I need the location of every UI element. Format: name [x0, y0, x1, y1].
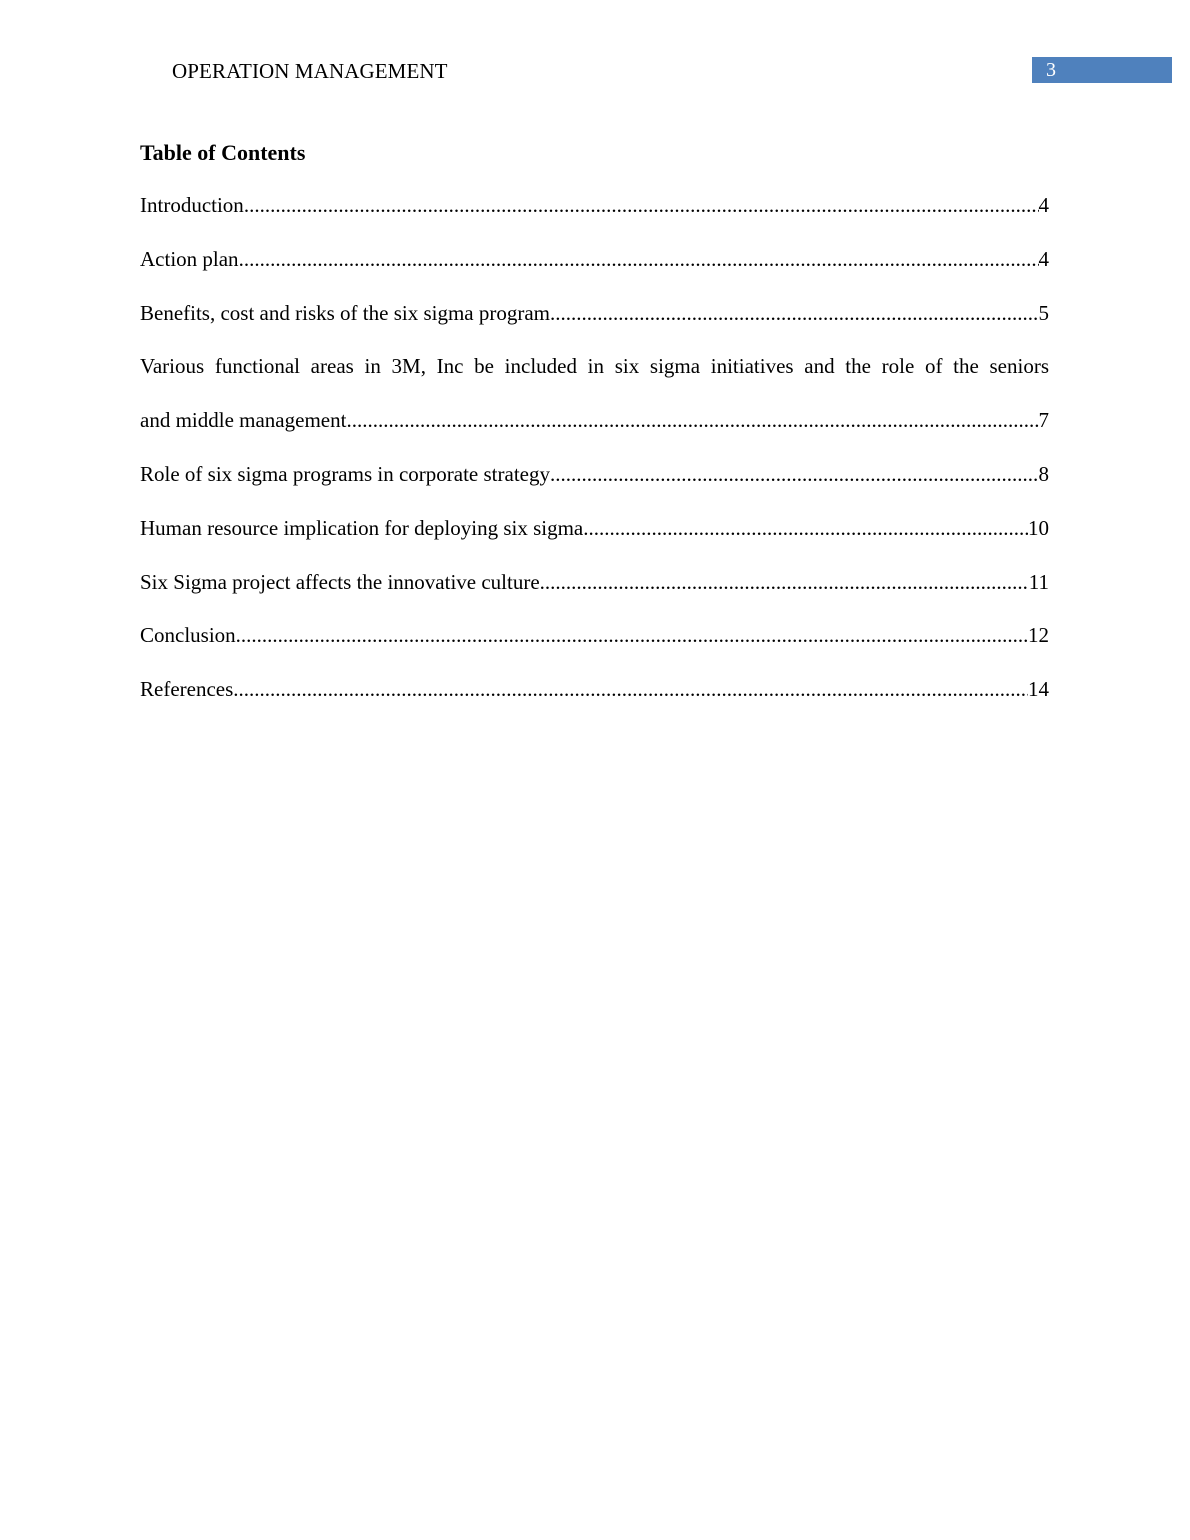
- toc-entry-title: Six Sigma project affects the innovative culture: [140, 569, 540, 594]
- toc-entry-action-plan[interactable]: [140, 244, 1049, 274]
- toc-dot-leader: [540, 567, 1029, 597]
- toc-dot-leader: [244, 190, 1039, 220]
- toc-dot-leader: [550, 459, 1039, 489]
- toc-entry-title: Introduction: [140, 193, 244, 217]
- toc-dot-leader: [550, 298, 1038, 328]
- toc-dot-leader: [239, 244, 1039, 274]
- toc-entry-page: 8: [1038, 461, 1049, 486]
- toc-entry-title: Human resource implication for deploying six sigma: [140, 515, 584, 540]
- toc-entry-title-line1: Various functional areas in 3M, Inc be included in six sigma initiatives and the role of the seniors: [140, 354, 1049, 379]
- toc-dot-leader: [233, 674, 1028, 704]
- toc-entry-introduction[interactable]: [140, 190, 1049, 220]
- toc-entry-references[interactable]: [140, 674, 1049, 704]
- table-of-contents: [140, 138, 1049, 728]
- toc-entry-page: 10: [1028, 515, 1049, 540]
- toc-entry-title: References: [140, 677, 234, 702]
- toc-entry-human-resource[interactable]: [140, 513, 1049, 543]
- toc-dot-leader: [583, 513, 1028, 543]
- toc-heading: Table of Contents: [140, 140, 306, 165]
- toc-entry-page: 4: [1038, 246, 1049, 271]
- toc-entry-title: Action plan: [140, 246, 239, 271]
- toc-entry-page: 14: [1028, 677, 1049, 702]
- toc-entry-innovative-culture[interactable]: [140, 567, 1049, 597]
- page-number-badge: 3: [1032, 57, 1172, 83]
- toc-entry-benefits-cost-risks[interactable]: [140, 298, 1049, 328]
- toc-entry-conclusion[interactable]: [140, 620, 1049, 650]
- toc-entry-functional-areas[interactable]: [140, 351, 1049, 435]
- toc-entry-corporate-strategy[interactable]: [140, 459, 1049, 489]
- running-header-title: OPERATION MANAGEMENT: [172, 59, 448, 83]
- toc-entry-title: Conclusion: [140, 623, 236, 648]
- toc-entry-title: Role of six sigma programs in corporate strategy: [140, 461, 550, 486]
- toc-dot-leader: [236, 620, 1028, 650]
- toc-dot-leader: [346, 405, 1038, 435]
- toc-entry-title: Benefits, cost and risks of the six sigma program: [140, 300, 551, 325]
- toc-entry-page: 7: [1038, 408, 1049, 433]
- toc-entry-page: 12: [1028, 623, 1049, 648]
- toc-entry-page: 5: [1038, 300, 1049, 325]
- toc-entry-page: 4: [1038, 193, 1049, 217]
- toc-entry-page: 11: [1028, 569, 1049, 594]
- toc-entry-title: and middle management: [140, 408, 347, 433]
